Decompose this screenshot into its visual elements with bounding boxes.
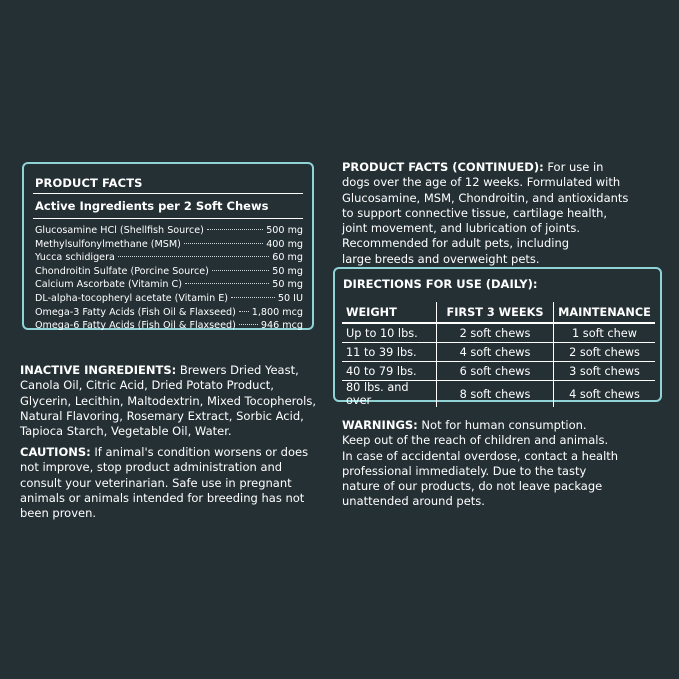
- ingredient-amount: 1,800 mcg: [251, 306, 303, 318]
- table-cell: 40 to 79 lbs.: [342, 362, 437, 381]
- cautions-line: If animal's condition worsens or does: [90, 445, 309, 459]
- product-facts-continued-line: to support connective tissue, cartilage health,: [342, 205, 608, 220]
- inactive-ingredients-text: [20, 363, 320, 439]
- ingredient-name: DL-alpha-tocopheryl acetate (Vitamin E): [35, 292, 229, 304]
- ingredient-row: [35, 224, 303, 238]
- inactive-ingredients-line: Brewers Dried Yeast,: [176, 363, 299, 377]
- dot-leader: [207, 229, 263, 230]
- warnings-text: [342, 418, 662, 510]
- cautions-line: consult your veterinarian. Safe use in pregnant: [20, 475, 292, 490]
- table-cell: 3 soft chews: [554, 362, 656, 381]
- product-facts-continued-line: Glucosamine, MSM, Chondroitin, and antioxidants: [342, 190, 629, 205]
- directions-table: [342, 302, 655, 407]
- inactive-ingredients-line: Canola Oil, Citric Acid, Dried Potato Product,: [20, 378, 274, 393]
- table-header-row: [342, 302, 655, 323]
- product-facts-title: PRODUCT FACTS: [35, 176, 143, 190]
- table-cell: 4 soft chews: [437, 343, 554, 362]
- ingredient-row: [35, 319, 303, 333]
- table-row: [342, 323, 655, 343]
- directions-title: DIRECTIONS FOR USE (DAILY):: [343, 277, 538, 291]
- cautions-heading: CAUTIONS:: [20, 445, 91, 459]
- divider: [33, 193, 303, 194]
- dot-leader: [118, 256, 269, 257]
- table-cell: 8 soft chews: [437, 381, 554, 408]
- ingredient-row: [35, 265, 303, 279]
- inactive-ingredients-line: Tapioca Starch, Vegetable Oil, Water.: [20, 424, 232, 439]
- ingredient-amount: 50 IU: [277, 292, 303, 304]
- ingredient-amount: 50 mg: [272, 265, 303, 277]
- table-cell: 6 soft chews: [437, 362, 554, 381]
- ingredient-name: Omega-3 Fatty Acids (Fish Oil & Flaxseed): [35, 306, 236, 318]
- inactive-ingredients-line: Natural Flavoring, Rosemary Extract, Sorbic Acid,: [20, 408, 304, 423]
- cautions-line: animals or animals intended for breeding has not: [20, 490, 305, 505]
- directions-panel: [333, 267, 662, 407]
- ingredient-row: [35, 306, 303, 320]
- product-facts-continued-line: joint movement, and lubrication of joints.: [342, 221, 581, 236]
- column-header-weight: WEIGHT: [342, 302, 437, 323]
- warnings-line: In case of accidental overdose, contact a health: [342, 448, 619, 463]
- dot-leader: [184, 243, 263, 244]
- ingredient-list: [35, 224, 303, 333]
- product-facts-panel: [22, 162, 314, 330]
- ingredient-amount: 400 mg: [266, 238, 303, 250]
- table-cell: Up to 10 lbs.: [342, 323, 437, 343]
- dot-leader: [231, 297, 275, 298]
- table-cell: 1 soft chew: [554, 323, 656, 343]
- ingredient-name: Glucosamine HCl (Shellfish Source): [35, 225, 204, 236]
- warnings-line: professional immediately. Due to the tasty: [342, 463, 587, 478]
- product-facts-continued-heading: PRODUCT FACTS (CONTINUED):: [342, 160, 544, 174]
- warnings-heading: WARNINGS:: [342, 418, 418, 432]
- ingredient-amount: 500 mg: [266, 225, 303, 236]
- product-facts-continued-line: Recommended for adult pets, including: [342, 236, 570, 251]
- dot-leader: [185, 283, 269, 284]
- ingredient-row: [35, 251, 303, 265]
- warnings-line: unattended around pets.: [342, 494, 485, 509]
- table-cell: 2 soft chews: [554, 343, 656, 362]
- ingredient-name: Calcium Ascorbate (Vitamin C): [35, 279, 182, 291]
- column-header-first-3-weeks: FIRST 3 WEEKS: [437, 302, 554, 323]
- dot-leader: [212, 270, 269, 271]
- inactive-ingredients-heading: INACTIVE INGREDIENTS:: [20, 363, 177, 377]
- inactive-ingredients-line: Glycerin, Lecithin, Maltodextrin, Mixed Tocopherols,: [20, 393, 317, 408]
- cautions-text: [20, 445, 320, 521]
- product-facts-continued-line: dogs over the age of 12 weeks. Formulated with: [342, 175, 621, 190]
- table-row: [342, 381, 655, 408]
- ingredient-row: [35, 238, 303, 252]
- cautions-line: been proven.: [20, 506, 97, 521]
- ingredient-row: [35, 292, 303, 306]
- warnings-line: nature of our products, do not leave package: [342, 479, 603, 494]
- ingredient-name: Omega-6 Fatty Acids (Fish Oil & Flaxseed): [35, 320, 236, 332]
- column-header-maintenance: MAINTENANCE: [554, 302, 656, 323]
- warnings-line: Keep out of the reach of children and animals.: [342, 433, 609, 448]
- product-facts-subtitle: Active Ingredients per 2 Soft Chews: [35, 199, 269, 213]
- divider: [33, 218, 303, 219]
- table-cell: 2 soft chews: [437, 323, 554, 343]
- ingredient-name: Methylsulfonylmethane (MSM): [35, 238, 181, 250]
- dot-leader: [239, 324, 258, 325]
- product-facts-continued-text: [342, 160, 662, 267]
- ingredient-amount: 946 mcg: [260, 320, 303, 332]
- product-facts-continued-line: large breeds and overweight pets.: [342, 251, 540, 266]
- ingredient-amount: 50 mg: [272, 279, 303, 291]
- product-facts-continued-line: For use in: [543, 160, 604, 174]
- table-cell: 11 to 39 lbs.: [342, 343, 437, 362]
- ingredient-row: [35, 278, 303, 292]
- table-row: [342, 343, 655, 362]
- warnings-line: Not for human consumption.: [417, 418, 587, 432]
- ingredient-name: Chondroitin Sulfate (Porcine Source): [35, 265, 209, 277]
- ingredient-amount: 60 mg: [272, 252, 303, 264]
- table-row: [342, 362, 655, 381]
- ingredient-name: Yucca schidigera: [35, 252, 115, 264]
- table-cell: 4 soft chews: [554, 381, 656, 408]
- cautions-line: not improve, stop product administration and: [20, 460, 283, 475]
- dot-leader: [239, 311, 249, 312]
- table-cell: 80 lbs. and over: [346, 381, 409, 407]
